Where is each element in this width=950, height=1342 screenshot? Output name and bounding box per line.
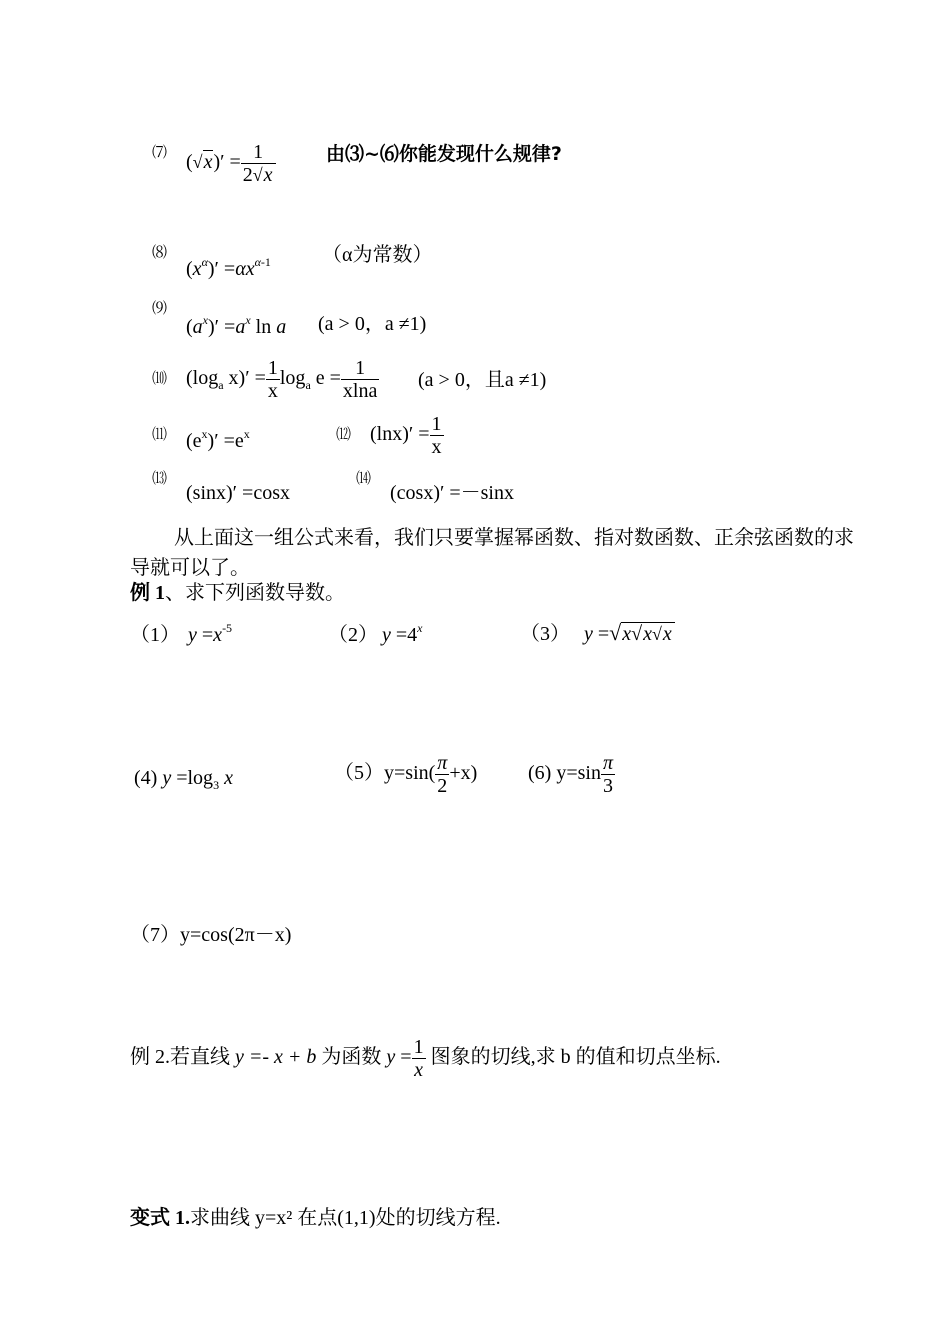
formula-14: (cosx)′ =－sinx: [390, 482, 514, 504]
formula-10: ($\log_a$ x)′ = $\frac{1}{x}$ $\log_a e$ = $\frac{1}{xlna}$: [186, 357, 378, 402]
formula-8: $(x^\alpha)' =\alpha x^{\alpha-1}$: [186, 255, 271, 280]
formula-7: (√x)′ = $\frac{1}{2√x}$: [186, 141, 276, 186]
example-1-item-7: （7）y=cos(2π－x): [130, 924, 292, 946]
formula-8-note: （α为常数）: [322, 244, 433, 266]
summary-paragraph: 从上面这一组公式来看，我们只要掌握幂函数、指对数函数、正余弦函数的求导就可以了。: [130, 527, 854, 579]
example-1-item-1: （1） $y =x^{-5}$: [130, 621, 233, 646]
example-1-item-4: (4) $y =\log_3$ x: [134, 767, 233, 792]
formula-14-number: ⒁: [356, 471, 372, 487]
formula-10-number: ⑽: [152, 371, 168, 387]
formula-9-number: ⑼: [152, 301, 168, 317]
example-2: 例 2.若直线 y =- x + b 为函数 y = $\frac{1}{x}$ 图象的切线,求 b 的值和切点坐标.: [130, 1036, 721, 1081]
formula-10-condition: (a > 0，且a ≠1): [418, 369, 547, 391]
example-1-item-5: （5）y=sin( $\frac{\pi}{2}$ +x): [334, 752, 478, 797]
example-1-item-6: (6) y=sin $\frac{\pi}{3}$: [528, 752, 613, 797]
formula-7-question: 由⑶~⑹你能发现什么规律?: [326, 143, 562, 165]
formula-8-number: ⑻: [152, 245, 168, 261]
example-1-title: 例 1、求下列函数导数。: [130, 582, 345, 604]
formula-7-number: ⑺: [152, 145, 168, 161]
formula-13-number: ⒀: [152, 471, 168, 487]
variant-1: 变式 1.求曲线 y=x² 在点(1,1)处的切线方程.: [130, 1207, 501, 1229]
formula-12-number: ⑿: [336, 427, 352, 443]
formula-11-number: ⑾: [152, 427, 168, 443]
example-1-item-3: （3） y =√x√x√x: [520, 622, 675, 644]
example-1-item-2: （2） $y =4^x$: [328, 621, 423, 646]
formula-12: (lnx)′ = $\frac{1}{x}$: [370, 413, 442, 458]
formula-9-condition: (a > 0，a ≠1): [318, 313, 427, 335]
formula-13: (sinx)′ =cosx: [186, 482, 290, 504]
formula-11: $(e^x)' =e^x$: [186, 427, 250, 452]
formula-9: $(a^x)' =a^x$ ln a: [186, 313, 287, 338]
